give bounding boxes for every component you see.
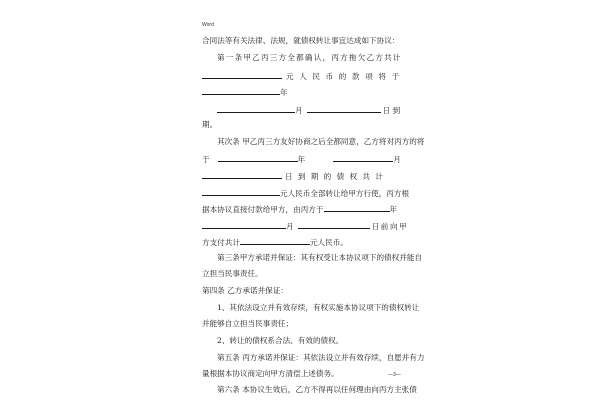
text-line [202, 203, 397, 215]
text-line [202, 70, 405, 82]
text-line [217, 137, 424, 147]
text-line [202, 269, 263, 279]
paragraph-text: 期。 [202, 120, 218, 129]
paragraph-text: 日前向甲 [371, 222, 409, 231]
fill-blank[interactable] [202, 220, 286, 229]
paragraph-text: 第三条甲方承诺并保证：其有权受让本协议项下的债权并能自 [217, 253, 423, 262]
fill-blank[interactable] [298, 220, 370, 229]
text-line [202, 286, 288, 296]
text-line [202, 319, 293, 329]
paragraph-text: 于 [202, 155, 210, 164]
paragraph-text: 第四条 乙方承诺并保证： [202, 286, 288, 295]
text-line [202, 153, 401, 165]
paragraph-text: 1、其依法设立并有效存续，有权实施本协议项下的债权转让 [217, 303, 420, 312]
text-line [217, 104, 403, 116]
paragraph-text: 年 [297, 155, 306, 164]
paragraph-text: 并能够自立担当民事责任； [202, 319, 294, 328]
paragraph-text: 元人民币。 [309, 238, 348, 247]
text-line [202, 120, 217, 130]
text-line [202, 187, 409, 199]
paragraph-text: 日到期的债权共计 [285, 172, 389, 181]
fill-blank[interactable] [218, 153, 298, 162]
text-line [202, 86, 288, 98]
paragraph-text: 年 [389, 205, 398, 214]
text-line [202, 220, 408, 232]
paragraph-text: 其次条 甲乙丙三方友好协商之后全都同意，乙方将对丙方的将 [217, 137, 425, 146]
paragraph-text: 第六条 本协议生效后，乙方不得再以任何理由向丙方主张债 [217, 385, 417, 394]
paragraph-text: 方支付共计 [202, 238, 240, 247]
text-line [217, 336, 343, 346]
text-line [202, 36, 399, 46]
fill-blank[interactable] [240, 236, 310, 245]
text-line [202, 369, 339, 379]
paragraph-text: 日到 [382, 106, 403, 115]
text-line [217, 385, 417, 395]
paragraph-text: 元人民币的款项将于 [286, 72, 405, 81]
fill-blank[interactable] [202, 70, 282, 79]
header-label: Word [202, 22, 214, 28]
page-number: —3— [388, 372, 401, 378]
paragraph-text: 第一条甲乙丙三方全都确认，丙方拖欠乙方共计 [217, 53, 402, 62]
paragraph-text: 2、转让的债权系合法、有效的债权。 [217, 336, 344, 345]
fill-blank[interactable] [217, 104, 295, 113]
fill-blank[interactable] [307, 104, 381, 113]
text-line [202, 170, 388, 182]
fill-blank[interactable] [324, 203, 390, 212]
fill-blank[interactable] [202, 86, 280, 95]
fill-blank[interactable] [202, 170, 282, 179]
paragraph-text: 月 [286, 222, 294, 231]
paragraph-text: 月 [393, 155, 401, 164]
paragraph-text: 量根据本协议商定向甲方清偿上述债务。 [202, 369, 339, 378]
paragraph-text: 合同法等有关法律、法规，就债权转让事宜达成如下协议： [202, 36, 400, 45]
text-line [217, 53, 402, 63]
paragraph-text: 据本协议直接付款给甲方，由丙方于 [202, 205, 324, 214]
paragraph-text: 月 [295, 106, 303, 115]
text-line [202, 236, 348, 248]
paragraph-text: 元人民币全部转让给甲方行使，丙方根 [280, 189, 410, 198]
text-line [217, 353, 424, 363]
fill-blank[interactable] [333, 153, 393, 162]
paragraph-text: 第五条 丙方承诺并保证：其依法设立并有效存续，自愿并有力 [217, 353, 425, 362]
fill-blank[interactable] [202, 187, 280, 196]
paragraph-text: 年 [280, 88, 288, 97]
text-line [217, 253, 422, 263]
paragraph-text: 立担当民事责任。 [202, 269, 263, 278]
text-line [217, 303, 419, 313]
